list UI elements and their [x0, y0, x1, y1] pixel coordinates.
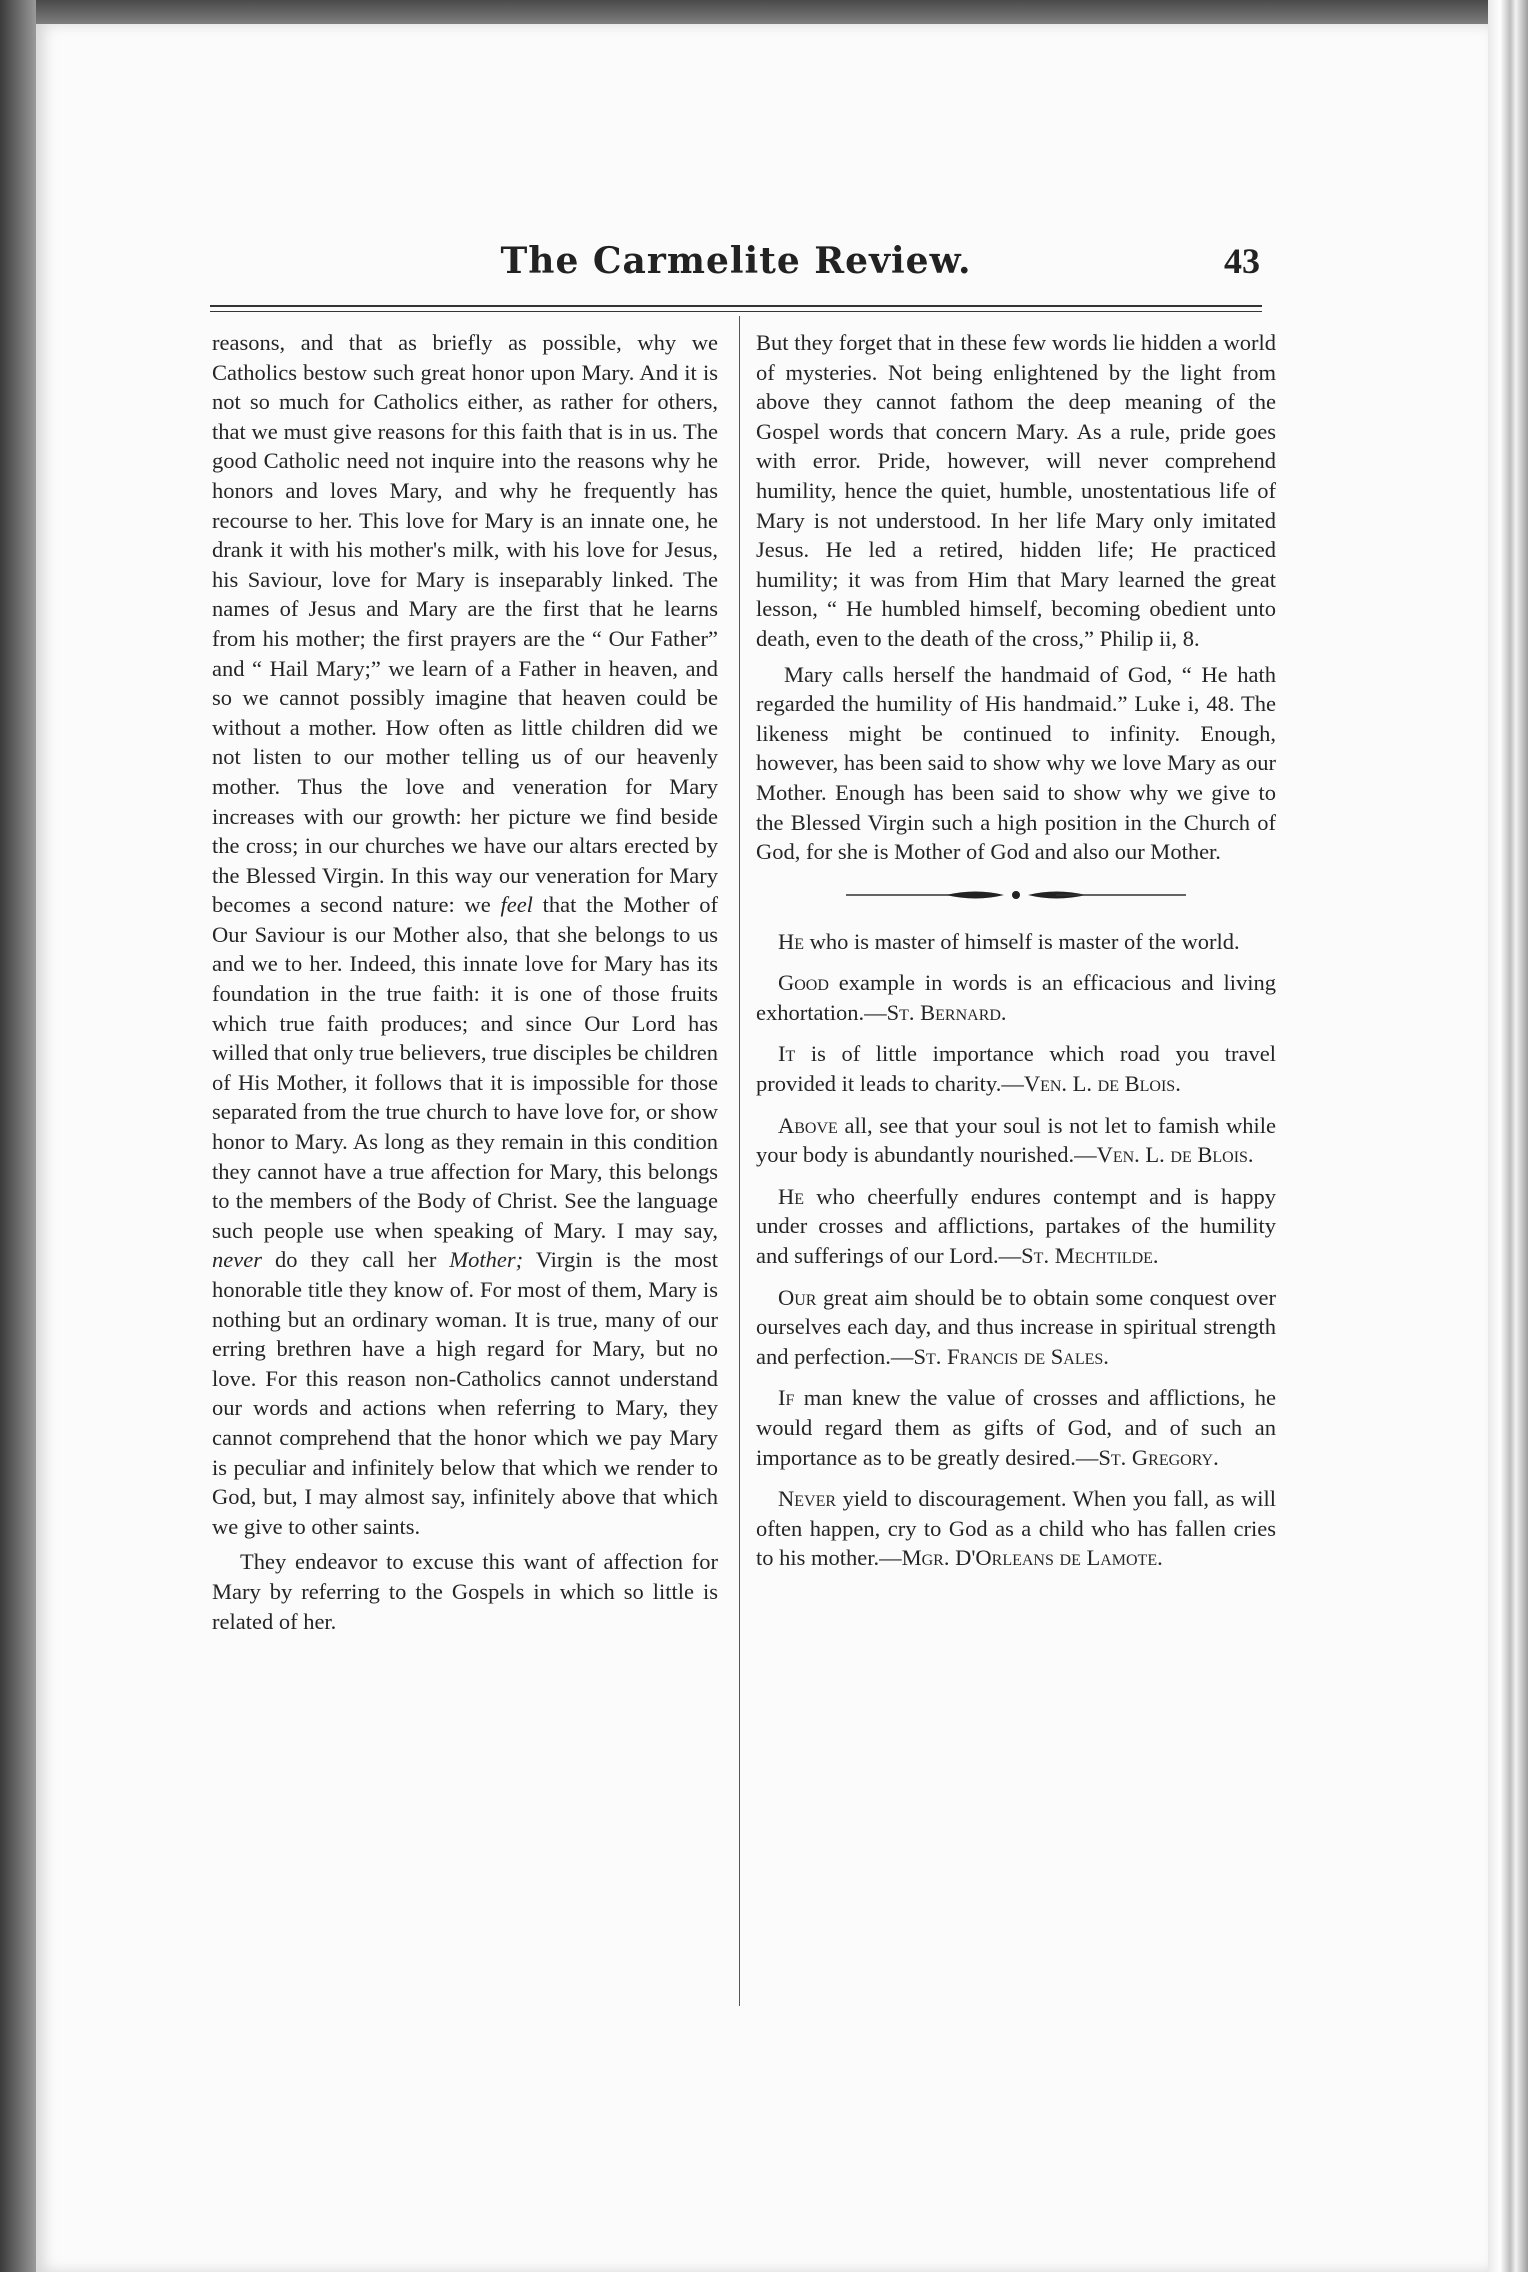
- ornament-divider: [846, 885, 1186, 905]
- maxim-text: who is master of himself is master of the world.: [809, 928, 1240, 954]
- scanner-left-edge: [0, 0, 36, 2272]
- right-column: [756, 328, 1276, 1585]
- maxim-lead: He: [778, 928, 805, 954]
- italic-text: never: [212, 1247, 262, 1273]
- maxim-attribution: Ven. L. de Blois.: [1023, 1071, 1181, 1097]
- maxim: [756, 1484, 1276, 1573]
- maxim: [756, 927, 1276, 957]
- maxim-attribution: St. Bernard.: [886, 999, 1007, 1025]
- maxim-lead: He: [778, 1183, 805, 1209]
- page-header: [212, 240, 1260, 300]
- italic-text: feel: [500, 892, 533, 918]
- paragraph: But they forget that in these few words lie hidden a world of mysteries. Not being enlightened by the light from above they cannot fathom the deep meaning of the Gospel words that concern Mary. As a rule, pride goes with error. Pride, however, will never comprehend humility, hence the quiet, humble, unostentatious life of Mary is not understood. In her life Mary only imitated Jesus. He led a retired, hidden life; He practiced humility; it was from Him that Mary learned the great lesson, “ He humbled himself, becoming obedient unto death, even to the death of the cross,” Philip ii, 8.: [756, 330, 1276, 651]
- maxim: [756, 1039, 1276, 1098]
- maxim: [756, 1283, 1276, 1372]
- text-run: that the Mother of Our Saviour is our Mother also, that she belongs to us and we to her. Indeed, this innate love for Mary has its foundation in the true faith: it is one of those fruits which true faith produces; and since Our Lord has willed that only true believers, true disciples be children of His Mother, it follows that it is impossible for those separated from the true church to have love for, or show honor to Mary. As long as they remain in this condition they cannot have a true affection for Mary, this belongs to the members of the Body of Christ. See the language such people use when speaking of Mary. I may say,: [212, 892, 718, 1243]
- maxim-text: is of little importance which road you travel provided it leads to charity.—: [756, 1041, 1276, 1097]
- maxim: [756, 1182, 1276, 1271]
- text-run: Virgin is the most honorable title they know of. For most of them, Mary is nothing but an ordinary woman. It is true, many of our erring brethren have a high regard for Mary, but no love. For this reason non-Catholics cannot understand our words and actions when referring to Mary, they cannot comprehend that the honor which we pay Mary is peculiar and infinitely below that which we render to God, but, I may almost say, infinitely above that which we give to other saints.: [212, 1247, 718, 1539]
- running-title: The Carmelite Review.: [500, 240, 972, 282]
- page-stack-edge: [1488, 0, 1528, 2272]
- maxim: [756, 968, 1276, 1027]
- maxim-lead: Good: [778, 970, 829, 996]
- maxim-text: yield to discouragement. When you fall, as will often happen, cry to God as a child who has fallen cries to his mother.—: [756, 1486, 1276, 1571]
- maxim-text: all, see that your soul is not let to famish while your body is abundantly nourished.—: [756, 1112, 1276, 1168]
- maxim-lead: If: [778, 1385, 795, 1411]
- maxim: [756, 1111, 1276, 1170]
- column-divider: [739, 316, 740, 2006]
- maxim-lead: Our: [778, 1284, 817, 1310]
- maxim-text: example in words is an efficacious and living exhortation.—: [756, 970, 1276, 1025]
- text-run: reasons, and that as briefly as possible, why we Catholics bestow such great honor upon Mary. And it is not so much for Catholics either, as rather for others, that we must give reasons for this faith that is in us. The good Catholic need not inquire into the reasons why he honors and loves Mary, and why he frequently has recourse to her. This love for Mary is an innate one, he drank it with his mother's milk, with his love for Jesus, his Saviour, love for Mary is inseparably linked. The names of Jesus and Mary are the first that he learns from his mother; the first prayers are the “ Our Father” and “ Hail Mary;” we learn of a Father in heaven, and so we cannot possibly imagine that heaven could be without a mother. How often as little children did we not listen to our mother telling us of our heavenly mother. Thus the love and veneration for Mary increases with our growth: her picture we find beside the cross; in our churches we have our altars erected by the Blessed Virgin. In this way our veneration for Mary becomes a second nature: we: [212, 330, 718, 918]
- maxim-attribution: St. Mechtilde.: [1021, 1243, 1159, 1269]
- paragraph: [212, 328, 718, 1541]
- maxim-attribution: St. Francis de Sales.: [913, 1343, 1109, 1369]
- maxim-lead: It: [778, 1041, 796, 1067]
- header-rule: [210, 305, 1262, 307]
- maxim-lead: Never: [778, 1486, 837, 1512]
- maxim-attribution: St. Gregory.: [1098, 1444, 1219, 1470]
- text-run: do they call her: [274, 1247, 437, 1273]
- maxim-attribution: Ven. L. de Blois.: [1096, 1142, 1254, 1168]
- maxim-text: man knew the value of crosses and afflictions, he would regard them as gifts of God, and of such an importance as to be greatly desired.—: [756, 1385, 1277, 1470]
- paragraph: They endeavor to excuse this want of affection for Mary by referring to the Gospels in which so little is related of her.: [212, 1549, 718, 1634]
- header-rule-thin: [210, 311, 1262, 312]
- maxim-lead: Above: [778, 1112, 838, 1138]
- italic-text: Mother;: [449, 1247, 524, 1273]
- paragraph: Mary calls herself the handmaid of God, “ He hath regarded the humility of His handmaid.” Luke i, 48. The likeness might be continued to infinity. Enough, however, has been said to show why we love Mary as our Mother. Enough has been said to show why we give to the Blessed Virgin such a high position in the Church of God, for she is Mother of God and also our Mother.: [756, 661, 1276, 865]
- maxim: [756, 1383, 1276, 1472]
- maxim-text: who cheerfully endures contempt and is happy under crosses and afflictions, partakes of the humility and sufferings of our Lord.—: [756, 1183, 1276, 1269]
- maxim-attribution: Mgr. D'Orleans de Lamote.: [901, 1545, 1163, 1571]
- page-number: 43: [1224, 241, 1260, 281]
- left-column: [212, 328, 718, 1642]
- maxim-text: great aim should be to obtain some conquest over ourselves each day, and thus increase in spiritual strength and perfection.—: [756, 1284, 1276, 1369]
